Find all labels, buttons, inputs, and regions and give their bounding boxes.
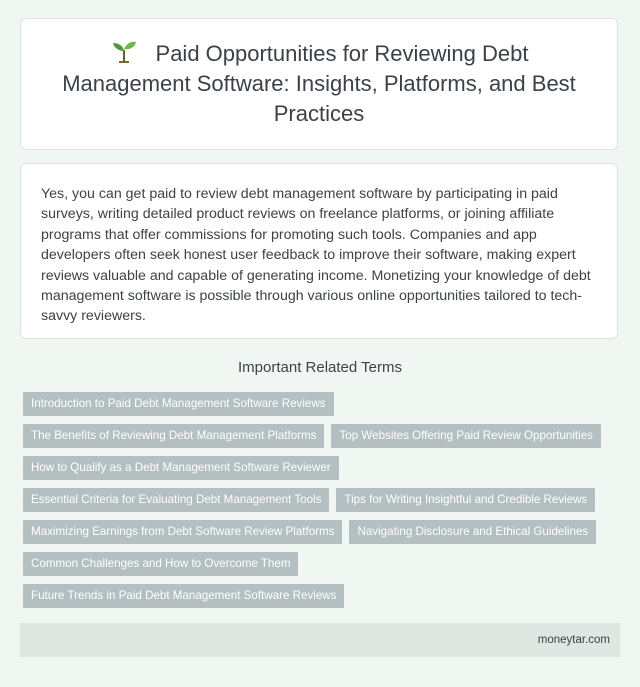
related-terms-row	[23, 520, 623, 544]
related-term-tag[interactable]: Introduction to Paid Debt Management Software Reviews	[23, 392, 334, 416]
related-term-tag[interactable]: The Benefits of Reviewing Debt Management Platforms	[23, 424, 324, 448]
related-term-tag[interactable]: Navigating Disclosure and Ethical Guidelines	[349, 520, 596, 544]
related-term-tag[interactable]: Top Websites Offering Paid Review Opportunities	[331, 424, 600, 448]
related-terms-list	[23, 392, 623, 616]
related-terms-row	[23, 488, 623, 512]
related-terms-heading: Important Related Terms	[238, 359, 402, 376]
related-term-tag[interactable]: How to Qualify as a Debt Management Software Reviewer	[23, 456, 339, 480]
sprout-icon	[110, 39, 138, 63]
title-text: Paid Opportunities for Reviewing Debt Management Software: Insights, Platforms, and Best Practices	[62, 41, 576, 126]
related-terms-row	[23, 456, 623, 480]
footer-site[interactable]: moneytar.com	[537, 634, 610, 646]
footer	[20, 623, 620, 657]
summary-text: Yes, you can get paid to review debt management software by participating in paid surveys, writing detailed product reviews on freelance platforms, or joining affiliate programs that offer commissions for promoting such tools. Companies and app developers often seek honest user feedback to improve their software, making expert reviews valuable and capable of generating income. Monetizing your knowledge of debt management software is possible through various online opportunities tailored to tech-savvy reviewers.	[41, 186, 591, 325]
page-title	[21, 39, 617, 129]
title-card	[20, 18, 618, 150]
related-term-tag[interactable]: Future Trends in Paid Debt Management Software Reviews	[23, 584, 344, 608]
related-term-tag[interactable]: Tips for Writing Insightful and Credible Reviews	[336, 488, 595, 512]
related-terms-row	[23, 392, 623, 416]
related-term-tag[interactable]: Maximizing Earnings from Debt Software Review Platforms	[23, 520, 342, 544]
related-term-tag[interactable]: Essential Criteria for Evaluating Debt Management Tools	[23, 488, 329, 512]
related-term-tag[interactable]: Common Challenges and How to Overcome Them	[23, 552, 298, 576]
related-terms-row	[23, 552, 623, 576]
related-terms-row	[23, 424, 623, 448]
related-terms-row	[23, 584, 623, 608]
summary-card	[20, 163, 618, 339]
